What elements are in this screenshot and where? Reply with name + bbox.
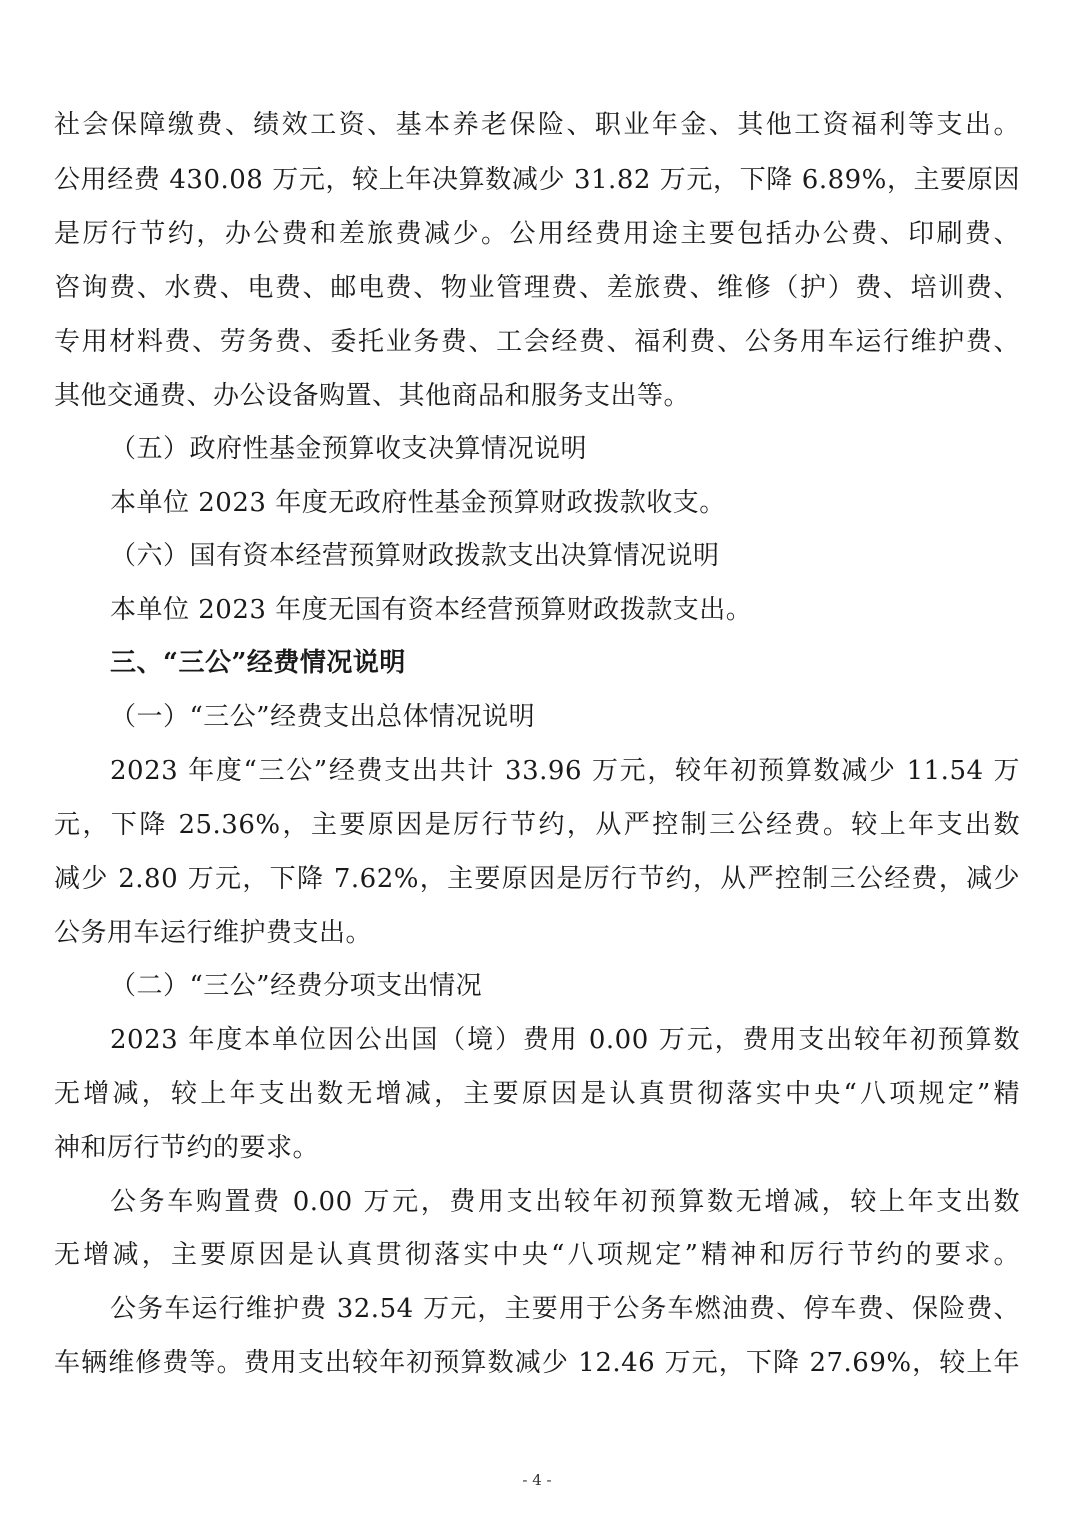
body-text-line: 元，下降 25.36%，主要原因是厉行节约，从严控制三公经费。较上年支出数 xyxy=(54,810,1020,840)
body-text-line: 社会保障缴费、绩效工资、基本养老保险、职业年金、其他工资福利等支出。 xyxy=(54,110,1020,140)
section-heading: （五）政府性基金预算收支决算情况说明 xyxy=(110,434,588,464)
body-text-line: 神和厉行节约的要求。 xyxy=(54,1133,320,1163)
body-text-line: 公务车运行维护费 32.54 万元，主要用于公务车燃油费、停车费、保险费、 xyxy=(110,1294,1020,1324)
body-text-line: 公务车购置费 0.00 万元，费用支出较年初预算数无增减，较上年支出数 xyxy=(110,1187,1020,1217)
body-text-line: 公用经费 430.08 万元，较上年决算数减少 31.82 万元，下降 6.89%，主要原因 xyxy=(54,165,1020,195)
body-text-line: 本单位 2023 年度无国有资本经营预算财政拨款支出。 xyxy=(110,595,753,625)
body-text-line: 咨询费、水费、电费、邮电费、物业管理费、差旅费、维修（护）费、培训费、 xyxy=(54,273,1020,303)
section-heading: （一）“三公”经费支出总体情况说明 xyxy=(110,702,536,732)
chapter-heading: 三、“三公”经费情况说明 xyxy=(110,648,406,678)
body-text-line: 减少 2.80 万元，下降 7.62%，主要原因是厉行节约，从严控制三公经费，减少 xyxy=(54,864,1020,894)
body-text-line: 车辆维修费等。费用支出较年初预算数减少 12.46 万元，下降 27.69%，较上年 xyxy=(54,1348,1020,1378)
body-text-line: 2023 年度本单位因公出国（境）费用 0.00 万元，费用支出较年初预算数 xyxy=(110,1025,1020,1055)
body-text-line: 无增减，较上年支出数无增减，主要原因是认真贯彻落实中央“八项规定”精 xyxy=(54,1079,1020,1109)
body-text-line: 无增减，主要原因是认真贯彻落实中央“八项规定”精神和厉行节约的要求。 xyxy=(54,1240,1020,1270)
body-text-line: 专用材料费、劳务费、委托业务费、工会经费、福利费、公务用车运行维护费、 xyxy=(54,327,1020,357)
page-number: - 4 - xyxy=(522,1471,552,1489)
body-text-line: 其他交通费、办公设备购置、其他商品和服务支出等。 xyxy=(54,381,691,411)
body-text-line: 2023 年度“三公”经费支出共计 33.96 万元，较年初预算数减少 11.54 万 xyxy=(110,756,1020,786)
body-text-line: 是厉行节约，办公费和差旅费减少。公用经费用途主要包括办公费、印刷费、 xyxy=(54,219,1020,249)
section-heading: （二）“三公”经费分项支出情况 xyxy=(110,971,483,1001)
body-text-line: 本单位 2023 年度无政府性基金预算财政拨款收支。 xyxy=(110,488,726,518)
body-text-line: 公务用车运行维护费支出。 xyxy=(54,918,373,948)
section-heading: （六）国有资本经营预算财政拨款支出决算情况说明 xyxy=(110,541,720,571)
